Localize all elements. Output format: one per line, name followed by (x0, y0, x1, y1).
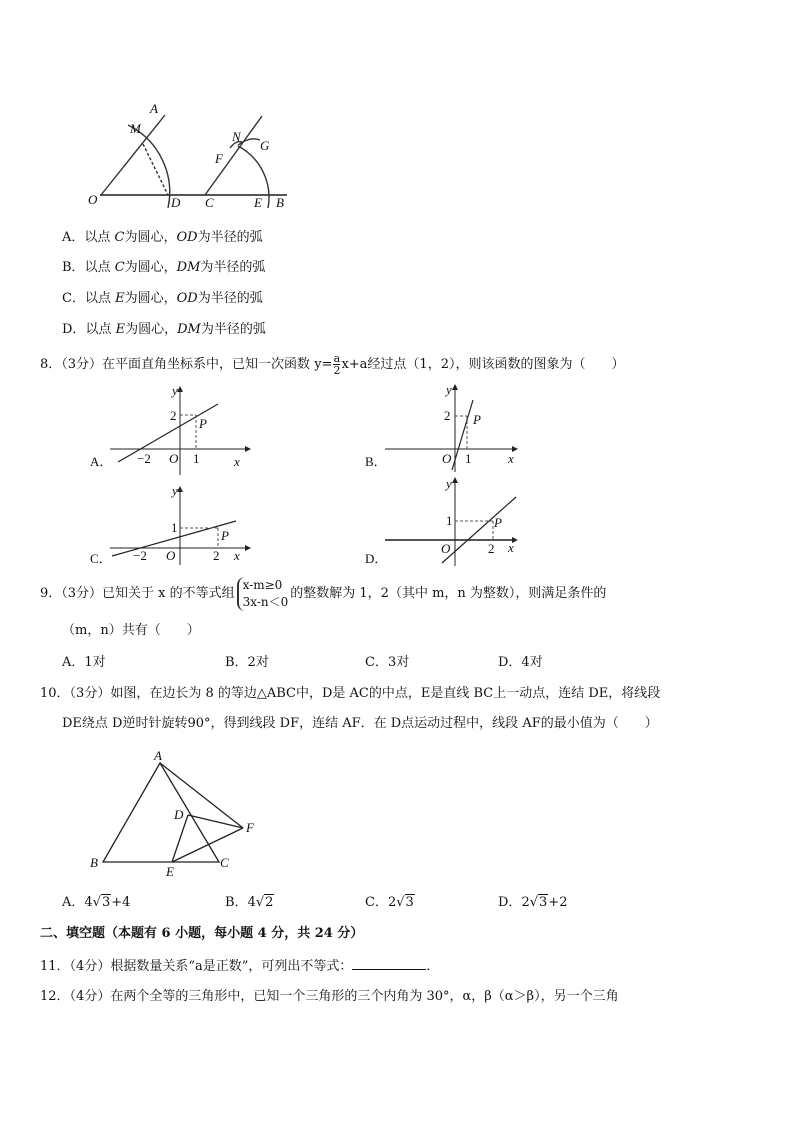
option-tail: +2 (548, 895, 568, 910)
label-M: M (130, 121, 141, 136)
option-tail: +4 (111, 895, 131, 910)
option-segment: OD (176, 291, 198, 306)
formula-fraction (333, 353, 340, 376)
q8-graph-c (90, 483, 251, 566)
x-tick-label: 2 (488, 541, 495, 556)
option-text: 为半径的弧 (197, 230, 263, 245)
q9-option-d[interactable]: D．4对 (498, 655, 543, 670)
option-radicand: 3 (405, 895, 414, 910)
label-A: A (154, 748, 162, 763)
option-radicand: 3 (539, 895, 548, 910)
section-title: 二、填空题（本题有 6 小题，每小题 4 分，共 24 分） (40, 926, 364, 941)
x-tick-label: 1 (465, 451, 472, 466)
origin-label: O (169, 451, 179, 466)
option-text: 以点 (85, 322, 116, 337)
question-end: ． (426, 959, 440, 974)
y-tick-label: 1 (171, 520, 178, 535)
q8-graph-a (90, 383, 251, 475)
option-letter: C． (90, 551, 112, 566)
label-B: B (276, 195, 284, 210)
axis-y-label: y (172, 383, 178, 398)
question-text: 经过点（1，2），则该函数的图象为（ ） (367, 357, 625, 372)
axis-x-label: x (234, 548, 240, 563)
option-letter: D． (365, 551, 388, 566)
origin-label: O (441, 541, 451, 556)
option-text: 为半径的弧 (200, 322, 266, 337)
option-letter: B． (225, 895, 248, 910)
label-E: E (166, 864, 174, 879)
question-text: 11．（4分）根据数量关系“a是正数”，可列出不等式： (40, 959, 353, 974)
label-F: F (215, 151, 223, 166)
q10-option-d[interactable]: D．2√3+2 (498, 895, 568, 910)
origin-label: O (442, 451, 452, 466)
option-letter: B． (365, 454, 387, 469)
option-text: 为圆心， (125, 322, 178, 337)
q9-question-line2: （m，n）共有（ ） (62, 623, 200, 638)
neg-tick-label: −2 (133, 548, 147, 563)
point-p-label: P (221, 528, 229, 543)
q8-graph-b (365, 382, 518, 472)
option-point: C (114, 260, 125, 275)
option-letter: A． (62, 895, 85, 910)
label-F: F (246, 820, 254, 835)
question-text: 8．（3分）在平面直角坐标系中，已知一次函数 (40, 357, 315, 372)
option-point: C (114, 230, 125, 245)
q9-question (40, 576, 606, 612)
option-letter: A． (62, 230, 85, 245)
y-tick-label: 1 (446, 513, 453, 528)
option-letter: A． (90, 454, 113, 469)
option-segment: OD (176, 230, 198, 245)
option-text: 为半径的弧 (200, 260, 266, 275)
q10-option-a[interactable]: A．4√3+4 (62, 895, 131, 910)
axis-y-label: y (446, 476, 452, 491)
label-C: C (220, 855, 229, 870)
option-radicand: 2 (265, 895, 274, 910)
axis-x-label: x (508, 451, 514, 466)
label-D: D (171, 195, 181, 210)
x-tick-label: 2 (213, 548, 220, 563)
option-text: 以点 (84, 260, 115, 275)
option-text: 为半径的弧 (197, 291, 263, 306)
point-p-label: P (494, 515, 502, 530)
fraction-numerator: a (333, 352, 341, 365)
q7-figure-labels (88, 101, 284, 210)
q10-option-c[interactable]: C．2√3 (365, 895, 414, 910)
option-text: 为圆心， (124, 230, 177, 245)
label-N: N (232, 129, 241, 144)
option-segment: DM (176, 260, 201, 275)
q10-question-line1: 10．（3分）如图，在边长为 8 的等边△ABC中，D是 AC的中点，E是直线 BC上一动点，连结 DE，将线段 (40, 686, 661, 701)
option-text: 为圆心， (124, 291, 177, 306)
option-radicand: 3 (101, 895, 111, 910)
x-tick-label: 1 (193, 451, 200, 466)
neg-tick-label: −2 (137, 451, 151, 466)
option-letter: C． (62, 291, 85, 306)
option-coef: 2 (387, 895, 397, 910)
q9-option-a[interactable]: A．1对 (62, 655, 106, 670)
option-segment: DM (177, 322, 201, 337)
point-p-label: P (199, 416, 207, 431)
option-letter: D． (62, 322, 86, 337)
axis-y-label: y (446, 382, 452, 397)
label-D: D (174, 807, 184, 822)
label-G: G (260, 138, 270, 153)
y-tick-label: 2 (444, 408, 451, 423)
label-B: B (90, 855, 98, 870)
point-p-label: P (473, 412, 481, 427)
option-letter: B． (62, 260, 85, 275)
option-coef: 4 (84, 895, 93, 910)
q7-option-a[interactable] (62, 230, 263, 246)
axis-y-label: y (172, 483, 178, 498)
inequality-1: x-m≥0 (242, 577, 283, 592)
q9-option-c[interactable]: C．3对 (365, 655, 410, 670)
axis-x-label: x (508, 540, 514, 555)
label-A: A (150, 101, 158, 116)
q8-question (40, 352, 624, 378)
q10-option-b[interactable]: B．4√2 (225, 895, 274, 910)
question-text: 的整数解为 1，2（其中 m，n 为整数），则满足条件的 (290, 586, 607, 601)
q10-figure (103, 763, 243, 862)
option-text: 以点 (84, 291, 116, 306)
q11-question (40, 957, 439, 975)
label-O: O (88, 192, 98, 207)
option-point: E (115, 291, 125, 306)
option-letter: C． (365, 895, 388, 910)
q9-option-b[interactable]: B．2对 (225, 655, 269, 670)
answer-blank[interactable] (352, 957, 426, 970)
inequality-system (237, 577, 289, 611)
option-text: 为圆心， (124, 260, 177, 275)
option-letter: D． (498, 895, 522, 910)
question-text: 9．（3分）已知关于 x 的不等式组 (40, 586, 235, 601)
formula-part: x+a (341, 357, 368, 372)
option-text: 以点 (84, 230, 115, 245)
option-coef: 2 (521, 895, 530, 910)
q8-graph-d (365, 476, 518, 566)
origin-label: O (166, 548, 176, 563)
option-point: E (115, 322, 126, 337)
q10-question-line2: DE绕点 D逆时针旋转90°，得到线段 DF，连结 AF．在 D点运动过程中，线段 AF的最小值为（ ） (62, 716, 658, 731)
formula-part: y= (314, 357, 333, 372)
fraction-denominator: 2 (333, 364, 341, 377)
q7-option-d[interactable] (62, 322, 266, 338)
axis-x-label: x (234, 454, 240, 469)
label-C: C (205, 195, 214, 210)
inequality-2: 3x-n＜0 (242, 594, 289, 609)
y-tick-label: 2 (170, 408, 177, 423)
option-coef: 4 (247, 895, 256, 910)
q12-question: 12．（4分）在两个全等的三角形中，已知一个三角形的三个内角为 30°，α，β（α＞β），另一个三角 (40, 989, 619, 1004)
q7-option-c[interactable] (62, 291, 263, 307)
label-E: E (254, 195, 262, 210)
q7-option-b[interactable] (62, 260, 265, 276)
